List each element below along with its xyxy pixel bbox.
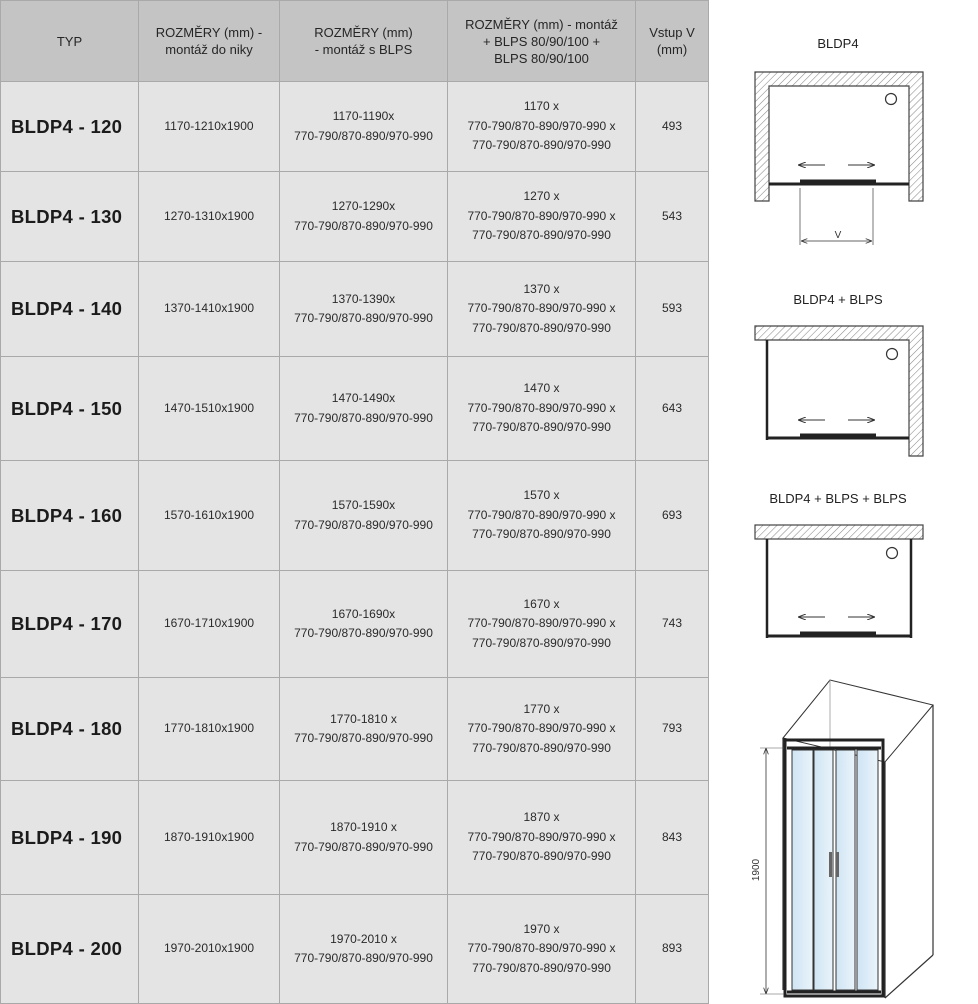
vstup-cell: 543 <box>636 172 709 262</box>
vstup-cell: 693 <box>636 461 709 571</box>
table-row <box>1 571 709 678</box>
blps-blps-cell: 1570 x 770-790/870-890/970-990 x 770-790/870-890/970-990 <box>448 461 636 571</box>
blps-blps-cell: 1370 x 770-790/870-890/970-990 x 770-790/870-890/970-990 <box>448 262 636 357</box>
blps-cell: 1270-1290x 770-790/870-890/970-990 <box>280 172 448 262</box>
niky-cell: 1570-1610x1900 <box>139 461 280 571</box>
plan2-label: BLDP4 + BLPS <box>793 292 883 307</box>
header-niky: ROZMĚRY (mm) - montáž do niky <box>139 1 280 82</box>
plan-bldp4-blps-blps-diagram <box>755 525 923 638</box>
niky-cell: 1170-1210x1900 <box>139 82 280 172</box>
blps-blps-cell: 1670 x 770-790/870-890/970-990 x 770-790/870-890/970-990 <box>448 571 636 678</box>
niky-cell: 1770-1810x1900 <box>139 678 280 781</box>
blps-cell: 1170-1190x 770-790/870-890/970-990 <box>280 82 448 172</box>
plan1-dimension: V <box>834 230 842 241</box>
blps-cell: 1870-1910 x 770-790/870-890/970-990 <box>280 781 448 895</box>
header-typ: TYP <box>1 1 139 82</box>
table-row <box>1 678 709 781</box>
blps-blps-cell: 1470 x 770-790/870-890/970-990 x 770-790/870-890/970-990 <box>448 357 636 461</box>
vstup-cell: 643 <box>636 357 709 461</box>
niky-cell: 1270-1310x1900 <box>139 172 280 262</box>
table-row <box>1 357 709 461</box>
blps-blps-cell: 1970 x 770-790/870-890/970-990 x 770-790/870-890/970-990 <box>448 895 636 1004</box>
niky-cell: 1670-1710x1900 <box>139 571 280 678</box>
typ-cell: BLDP4 - 200 <box>1 895 139 1004</box>
vstup-cell: 793 <box>636 678 709 781</box>
niky-cell: 1970-2010x1900 <box>139 895 280 1004</box>
vstup-cell: 743 <box>636 571 709 678</box>
typ-cell: BLDP4 - 120 <box>1 82 139 172</box>
typ-cell: BLDP4 - 160 <box>1 461 139 571</box>
vstup-cell: 493 <box>636 82 709 172</box>
table-row <box>1 781 709 895</box>
table-row <box>1 82 709 172</box>
table-row <box>1 262 709 357</box>
table-row <box>1 172 709 262</box>
blps-blps-cell: 1270 x 770-790/870-890/970-990 x 770-790/870-890/970-990 <box>448 172 636 262</box>
plan-bldp4-diagram <box>755 72 923 245</box>
typ-cell: BLDP4 - 150 <box>1 357 139 461</box>
header-blps: ROZMĚRY (mm) - montáž s BLPS <box>280 1 448 82</box>
vstup-cell: 893 <box>636 895 709 1004</box>
plan3-label: BLDP4 + BLPS + BLPS <box>769 491 907 506</box>
blps-cell: 1370-1390x 770-790/870-890/970-990 <box>280 262 448 357</box>
header-blps-blps: ROZMĚRY (mm) - montáž + BLPS 80/90/100 + BLPS 80/90/100 <box>448 1 636 82</box>
niky-cell: 1470-1510x1900 <box>139 357 280 461</box>
table-row <box>1 461 709 571</box>
header-row <box>1 1 709 82</box>
plan-bldp4-blps-diagram <box>755 326 923 456</box>
blps-cell: 1570-1590x 770-790/870-890/970-990 <box>280 461 448 571</box>
niky-cell: 1370-1410x1900 <box>139 262 280 357</box>
perspective-height-label: 1900 <box>751 858 762 882</box>
blps-blps-cell: 1870 x 770-790/870-890/970-990 x 770-790/870-890/970-990 <box>448 781 636 895</box>
typ-cell: BLDP4 - 130 <box>1 172 139 262</box>
diagram-drawings <box>708 0 978 1000</box>
blps-cell: 1670-1690x 770-790/870-890/970-990 <box>280 571 448 678</box>
diagram-panel <box>708 0 978 1000</box>
vstup-cell: 593 <box>636 262 709 357</box>
typ-cell: BLDP4 - 170 <box>1 571 139 678</box>
typ-cell: BLDP4 - 180 <box>1 678 139 781</box>
niky-cell: 1870-1910x1900 <box>139 781 280 895</box>
typ-cell: BLDP4 - 190 <box>1 781 139 895</box>
perspective-diagram <box>751 680 933 998</box>
table-row <box>1 895 709 1004</box>
blps-blps-cell: 1770 x 770-790/870-890/970-990 x 770-790/870-890/970-990 <box>448 678 636 781</box>
vstup-cell: 843 <box>636 781 709 895</box>
header-vstup: Vstup V (mm) <box>636 1 709 82</box>
typ-cell: BLDP4 - 140 <box>1 262 139 357</box>
blps-cell: 1970-2010 x 770-790/870-890/970-990 <box>280 895 448 1004</box>
blps-cell: 1770-1810 x 770-790/870-890/970-990 <box>280 678 448 781</box>
plan1-label: BLDP4 <box>817 36 859 51</box>
blps-blps-cell: 1170 x 770-790/870-890/970-990 x 770-790/870-890/970-990 <box>448 82 636 172</box>
blps-cell: 1470-1490x 770-790/870-890/970-990 <box>280 357 448 461</box>
